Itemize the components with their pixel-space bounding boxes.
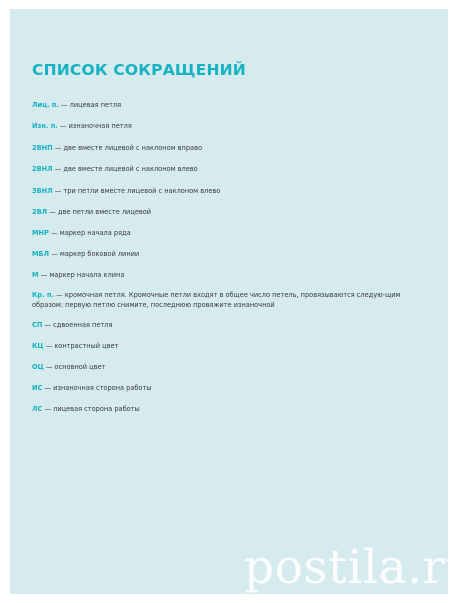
entry-dash: —	[59, 122, 67, 130]
page-title: СПИСОК СОКРАЩЕНИЙ	[32, 61, 246, 79]
abbreviation-term: Лиц. п.	[32, 101, 59, 109]
entry-dash: —	[44, 405, 52, 413]
entry-dash: —	[44, 321, 52, 329]
abbreviation-entry	[32, 404, 412, 414]
abbreviation-term: Изн. п.	[32, 122, 58, 130]
entry-dash: —	[40, 271, 48, 279]
document-page	[10, 9, 476, 595]
watermark-text: postila.ru	[244, 540, 476, 595]
entry-dash: —	[54, 144, 62, 152]
abbreviation-entry	[32, 143, 412, 153]
entry-dash: —	[45, 342, 53, 350]
abbreviation-entry	[32, 383, 412, 393]
abbreviation-entry	[32, 207, 412, 217]
abbreviation-definition: контрастный цвет	[54, 342, 119, 350]
entry-dash: —	[54, 165, 62, 173]
abbreviation-term: ЛС	[32, 405, 43, 413]
abbreviation-definition: маркер начала клина	[49, 271, 125, 279]
entry-dash: —	[51, 250, 58, 258]
abbreviation-definition: две вместе лицевой с наклоном влево	[63, 165, 198, 173]
abbreviation-definition: маркер начала ряда	[59, 229, 131, 237]
entry-dash: —	[45, 363, 53, 371]
abbreviation-term: М	[32, 271, 39, 279]
abbreviation-term: ОЦ	[32, 363, 44, 371]
abbreviation-term: 2ВНЛ	[32, 165, 53, 173]
abbreviation-definition: кромочная петля. Кромочные петли входят в общее число петель, провязываются следую-щим образом: первую петлю снимите, последнюю провяжите изнаночной	[32, 291, 401, 309]
abbreviation-term: 2ВЛ	[32, 208, 48, 216]
abbreviation-entry	[32, 290, 412, 310]
entry-dash: —	[51, 229, 58, 237]
entry-dash: —	[60, 101, 68, 109]
entry-dash: —	[49, 208, 56, 216]
abbreviation-term: МНР	[32, 229, 49, 237]
abbreviation-definition: две вместе лицевой с наклоном вправо	[63, 144, 203, 152]
abbreviation-entry	[32, 164, 412, 174]
abbreviation-definition: маркер боковой линии	[59, 250, 140, 258]
abbreviation-definition: лицевая сторона работы	[53, 405, 140, 413]
abbreviation-term: СП	[32, 321, 43, 329]
abbreviation-entry	[32, 121, 412, 131]
abbreviation-term: Кр. п.	[32, 291, 54, 299]
abbreviation-entry	[32, 249, 412, 259]
abbreviation-definition: изнаночная сторона работы	[53, 384, 152, 392]
abbreviation-entry	[32, 320, 412, 330]
entry-dash: —	[44, 384, 52, 392]
abbreviation-term: 3ВНЛ	[32, 187, 53, 195]
abbreviation-definition: изнаночная петля	[68, 122, 132, 130]
abbreviation-definition: основной цвет	[54, 363, 106, 371]
abbreviation-entry	[32, 341, 412, 351]
abbreviation-term: 2ВНП	[32, 144, 53, 152]
abbreviation-term: ИС	[32, 384, 43, 392]
entry-dash: —	[56, 291, 63, 299]
entry-dash: —	[54, 187, 62, 195]
abbreviation-definition: три петли вместе лицевой с наклоном влево	[63, 187, 221, 195]
abbreviation-definition: сдвоенная петля	[53, 321, 113, 329]
abbreviation-term: МБЛ	[32, 250, 50, 258]
abbreviation-definition: две петли вместе лицевой	[57, 208, 152, 216]
abbreviation-entry	[32, 100, 412, 110]
abbreviation-term: КЦ	[32, 342, 44, 350]
abbreviation-entry	[32, 362, 412, 372]
abbreviation-entry	[32, 228, 412, 238]
abbreviation-entry	[32, 186, 412, 196]
abbreviation-entry	[32, 270, 412, 280]
abbreviation-definition: лицевая петля	[69, 101, 122, 109]
